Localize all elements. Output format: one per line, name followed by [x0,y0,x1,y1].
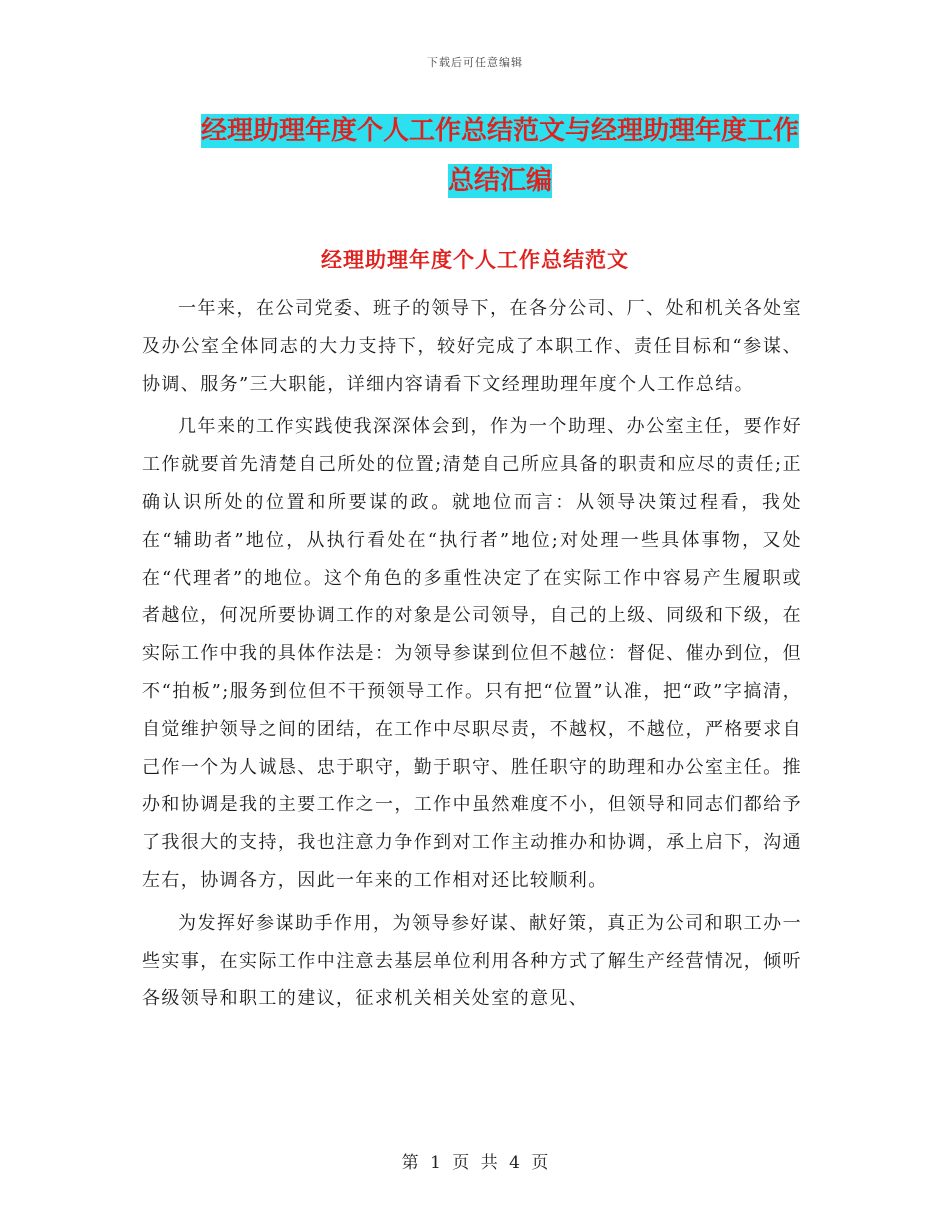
document-title-line2: 总结汇编 [447,166,552,196]
section-title: 经理助理年度个人工作总结范文 [321,248,629,272]
document-title-line1: 经理助理年度个人工作总结范文与经理助理年度工作 [200,116,799,146]
page-number: 第 1 页 共 4 页 [401,1153,549,1173]
paragraph: 一年来，在公司党委、班子的领导下，在各分公司、厂、处和机关各处室及办公室全体同志的大力支持下，较好完成了本职工作、责任目标和“参谋、协调、服务”三大职能，详细内容请看下文经理助理年度个人工作总结。 [142,298,802,395]
header-note: 下载后可任意编辑 [427,56,523,69]
paragraph: 为发挥好参谋助手作用，为领导参好谋、献好策，真正为公司和职工办一些实事，在实际工作中注意去基层单位利用各种方式了解生产经营情况，倾听各级领导和职工的建议，征求机关相关处室的意见、 [142,912,802,1010]
document-title [150,106,850,206]
paragraph: 几年来的工作实践使我深深体会到，作为一个助理、办公室主任，要作好工作就要首先清楚自己所处的位置;清楚自己所应具备的职责和应尽的责任;正确认识所处的位置和所要谋的政。就地位而言：从领导决策过程看，我处在“辅助者”地位，从执行看处在“执行者”地位;对处理一些具体事物，又处在“代理者”的地位。这个角色的多重性决定了在实际工作中容易产生履职或者越位，何况所要协调工作的对象是公司领导，自己的上级、同级和下级，在实际工作中我的具体作法是：为领导参谋到位但不越位：督促、催办到位，但不“拍板”;服务到位但不干预领导工作。只有把“位置”认准，把“政”字搞清，自觉维护领导之间的团结，在工作中尽职尽责，不越权，不越位，严格要求自己作一个为人诚恳、忠于职守，勤于职守、胜任职守的助理和办公室主任。推办和协调是我的主要工作之一，工作中虽然难度不小，但领导和同志们都给予了我很大的支持，我也注意力争作到对工作主动推办和协调，承上启下，沟通左右，协调各方，因此一年来的工作相对还比较顺利。 [142,416,802,891]
document-body [142,290,802,1023]
